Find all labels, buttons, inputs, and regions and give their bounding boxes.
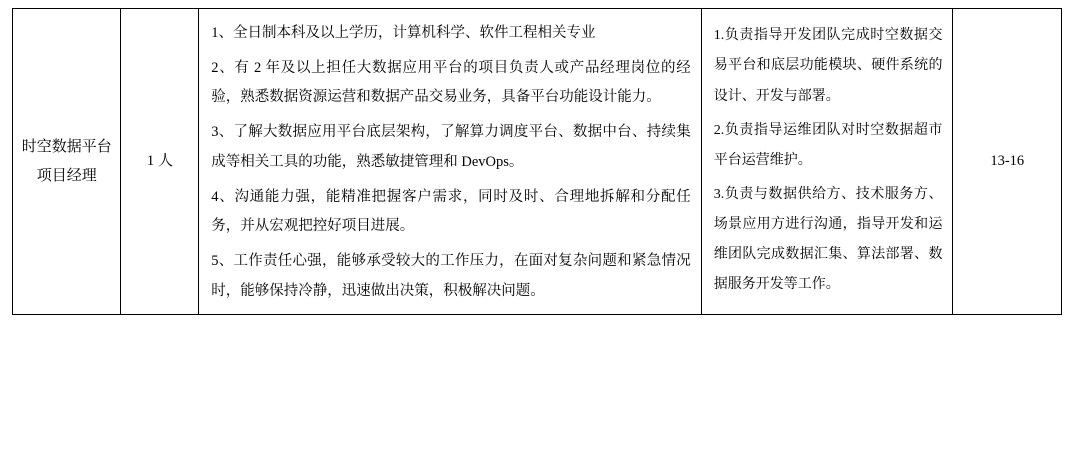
position-title-cell [13,9,121,315]
table-row [13,9,1062,315]
salary-cell [953,9,1062,315]
requirement-item: 5、工作责任心强，能够承受较大的工作压力，在面对复杂问题和紧急情况时，能够保持冷静，迅速做出决策，积极解决问题。 [211,253,691,299]
requirements-list [199,9,700,314]
document-page [0,8,1080,469]
salary-text: 13-16 [990,152,1025,169]
job-posting-table [12,8,1062,315]
headcount-cell [121,9,199,315]
requirement-item: 4、沟通能力强，能精准把握客户需求，同时及时、合理地拆解和分配任务，并从宏观把控好项目进展。 [211,188,691,235]
requirements-cell [199,9,701,315]
duties-cell [701,9,953,315]
requirement-item: 3、了解大数据应用平台底层架构，了解算力调度平台、数据中台、持续集成等相关工具的功能，熟悉敏捷管理和 DevOps。 [211,124,691,170]
duty-item: 3.负责与数据供给方、技术服务方、场景应用方进行沟通，指导开发和运维团队完成数据汇集、算法部署、数据服务开发等工作。 [713,186,943,293]
duty-item: 2.负责指导运维团队对时空数据超市平台运营维护。 [713,122,943,168]
duties-list [702,11,953,312]
requirement-item: 1、全日制本科及以上学历，计算机科学、软件工程相关专业 [211,25,596,41]
duty-item: 1.负责指导开发团队完成时空数据交易平台和底层功能模块、硬件系统的设计、开发与部署。 [713,28,943,104]
position-title-text: 时空数据平台项目经理 [21,139,112,184]
requirement-item: 2、有 2 年及以上担任大数据应用平台的项目负责人或产品经理岗位的经验，熟悉数据资源运营和数据产品交易业务，具备平台功能设计能力。 [211,59,691,106]
headcount-text: 1 人 [146,153,173,170]
